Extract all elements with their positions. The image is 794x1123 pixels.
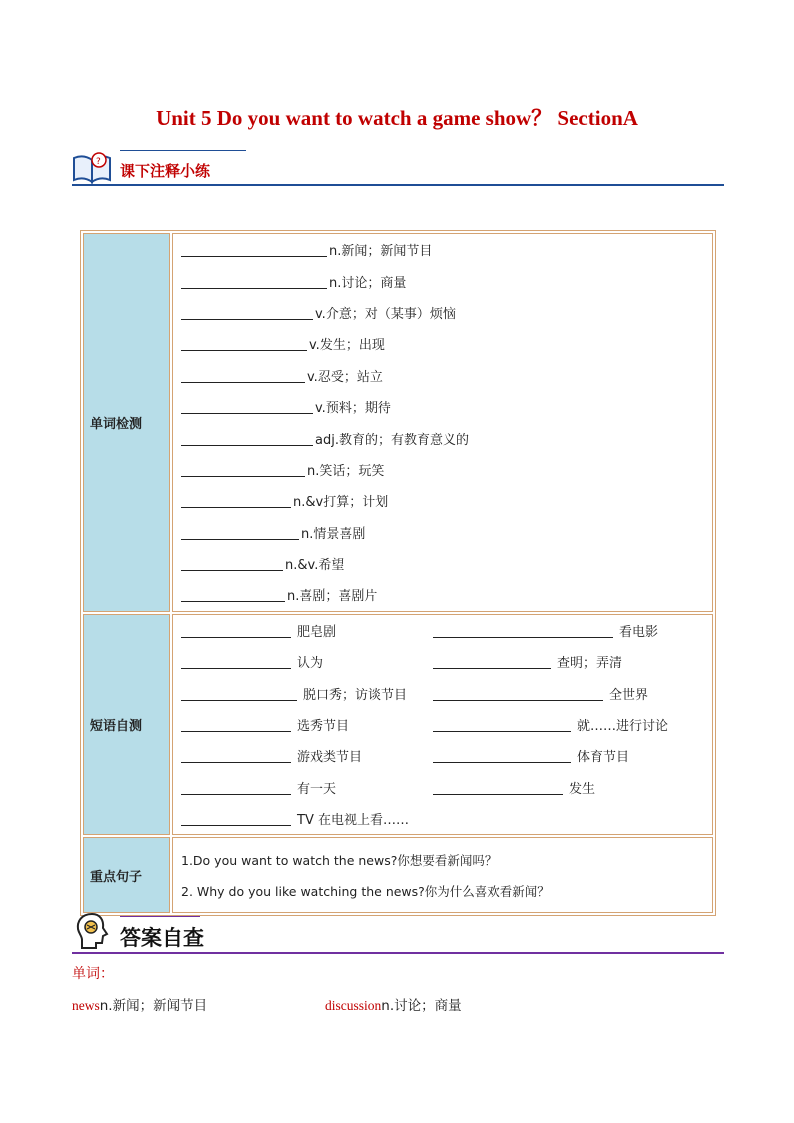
phrase-item	[433, 746, 629, 765]
answer-definition: n.新闻；新闻节目	[99, 998, 208, 1014]
phrase-row	[181, 646, 704, 677]
word-item	[181, 454, 704, 485]
answers-label: 单词：	[72, 966, 114, 982]
phrase-meaning: 发生	[569, 781, 596, 797]
answer-blank[interactable]	[181, 525, 299, 540]
answer-blank[interactable]	[181, 623, 291, 638]
page-title: Unit 5 Do you want to watch a game show？ SectionA	[156, 106, 638, 130]
word-definition: n.&v打算；计划	[293, 495, 389, 511]
answer-word: discussion	[325, 998, 382, 1013]
answer-blank[interactable]	[181, 336, 307, 351]
answer-word: news	[72, 998, 100, 1013]
phrase-item	[433, 652, 622, 671]
word-item	[181, 297, 704, 328]
phrase-item	[181, 652, 433, 671]
answer-blank[interactable]	[433, 780, 563, 795]
phrase-meaning: 看电影	[619, 624, 659, 640]
word-item	[181, 360, 704, 391]
phrase-meaning: 全世界	[609, 687, 649, 703]
word-definition: n.笑话；玩笑	[307, 463, 385, 479]
answer-blank[interactable]	[181, 587, 285, 602]
answer-blank[interactable]	[181, 748, 291, 763]
word-definition: n.情景喜剧	[301, 526, 366, 542]
phrase-item	[181, 809, 433, 828]
answer-blank[interactable]	[181, 274, 327, 289]
category-label: 短语自测	[83, 614, 170, 836]
answer-item	[325, 994, 462, 1014]
phrase-item	[433, 684, 648, 703]
exercise-table	[80, 230, 716, 916]
answer-item	[72, 994, 207, 1014]
lightbulb-head-icon	[74, 912, 110, 950]
phrase-row	[181, 677, 704, 708]
phrase-item	[181, 715, 433, 734]
sentences-list	[172, 837, 713, 913]
answer-blank[interactable]	[433, 654, 551, 669]
answer-blank[interactable]	[181, 780, 291, 795]
word-item	[181, 391, 704, 422]
section-header-exercises	[72, 146, 724, 188]
phrase-meaning: 脱口秀；访谈节目	[303, 687, 408, 703]
phrase-item	[181, 778, 433, 797]
book-icon	[72, 150, 112, 184]
word-definition: v.介意；对（某事）烦恼	[315, 306, 456, 322]
answer-blank[interactable]	[181, 242, 327, 257]
phrase-meaning: TV 在电视上看……	[297, 813, 409, 829]
section-header-answers	[72, 910, 724, 956]
word-item	[181, 579, 704, 610]
word-definition: n.喜剧；喜剧片	[287, 589, 378, 605]
phrase-meaning: 肥皂剧	[297, 624, 337, 640]
sentences-section	[83, 837, 713, 913]
word-item	[181, 548, 704, 579]
sentence: 2. Why do you like watching the news?你为什么喜欢看新闻？	[181, 883, 550, 899]
words-list	[172, 233, 713, 612]
answer-blank[interactable]	[181, 686, 297, 701]
phrase-row	[181, 772, 704, 803]
phrase-meaning: 认为	[297, 656, 324, 672]
answer-blank[interactable]	[433, 686, 603, 701]
answer-blank[interactable]	[181, 399, 313, 414]
phrase-meaning: 游戏类节目	[297, 750, 363, 766]
word-item	[181, 328, 704, 359]
sentence: 1.Do you want to watch the news?你想要看新闻吗？	[181, 852, 498, 868]
phrase-meaning: 有一天	[297, 781, 337, 797]
svg-text:?: ?	[96, 157, 101, 167]
short-rule	[120, 916, 200, 917]
section-label: 课下注释小练	[120, 162, 211, 180]
phrase-item	[181, 621, 433, 640]
answer-blank[interactable]	[181, 556, 283, 571]
phrase-item	[181, 684, 433, 703]
phrases-list	[172, 614, 713, 836]
answer-blank[interactable]	[181, 368, 305, 383]
word-item	[181, 422, 704, 453]
words-section	[83, 233, 713, 612]
answer-blank[interactable]	[181, 654, 291, 669]
word-item	[181, 485, 704, 516]
word-definition: n.&v.希望	[285, 558, 345, 574]
phrase-item	[433, 778, 595, 797]
word-definition: v.忍受；站立	[307, 369, 383, 385]
answer-blank[interactable]	[181, 305, 313, 320]
short-rule	[120, 150, 246, 151]
phrase-item	[181, 746, 433, 765]
answer-blank[interactable]	[433, 748, 571, 763]
divider	[72, 184, 724, 186]
answer-definition: n.讨论；商量	[381, 998, 462, 1014]
answer-blank[interactable]	[433, 623, 613, 638]
phrase-item	[433, 715, 668, 734]
word-definition: n.新闻；新闻节目	[329, 244, 433, 260]
word-item	[181, 265, 704, 296]
phrase-meaning: 选秀节目	[297, 719, 350, 735]
word-definition: adj.教育的；有教育意义的	[315, 432, 469, 448]
phrase-row	[181, 740, 704, 771]
answer-blank[interactable]	[181, 717, 291, 732]
phrase-meaning: 就……进行讨论	[577, 719, 669, 735]
word-item	[181, 517, 704, 548]
word-definition: n.讨论；商量	[329, 275, 407, 291]
phrases-section	[83, 614, 713, 836]
phrase-row	[181, 615, 704, 646]
word-definition: v.发生；出现	[309, 338, 385, 354]
phrase-item	[433, 621, 658, 640]
category-label: 重点句子	[83, 837, 170, 913]
phrase-row	[181, 709, 704, 740]
phrase-meaning: 体育节目	[577, 750, 630, 766]
phrase-row	[181, 803, 704, 834]
answer-blank[interactable]	[181, 811, 291, 826]
section-label: 答案自查	[120, 926, 204, 950]
category-label: 单词检测	[83, 233, 170, 612]
answer-blank[interactable]	[433, 717, 571, 732]
answer-blank[interactable]	[181, 462, 305, 477]
word-item	[181, 234, 704, 265]
word-definition: v.预料；期待	[315, 401, 391, 417]
divider	[72, 952, 724, 954]
answer-blank[interactable]	[181, 431, 313, 446]
answer-blank[interactable]	[181, 493, 291, 508]
phrase-meaning: 查明；弄清	[557, 656, 623, 672]
